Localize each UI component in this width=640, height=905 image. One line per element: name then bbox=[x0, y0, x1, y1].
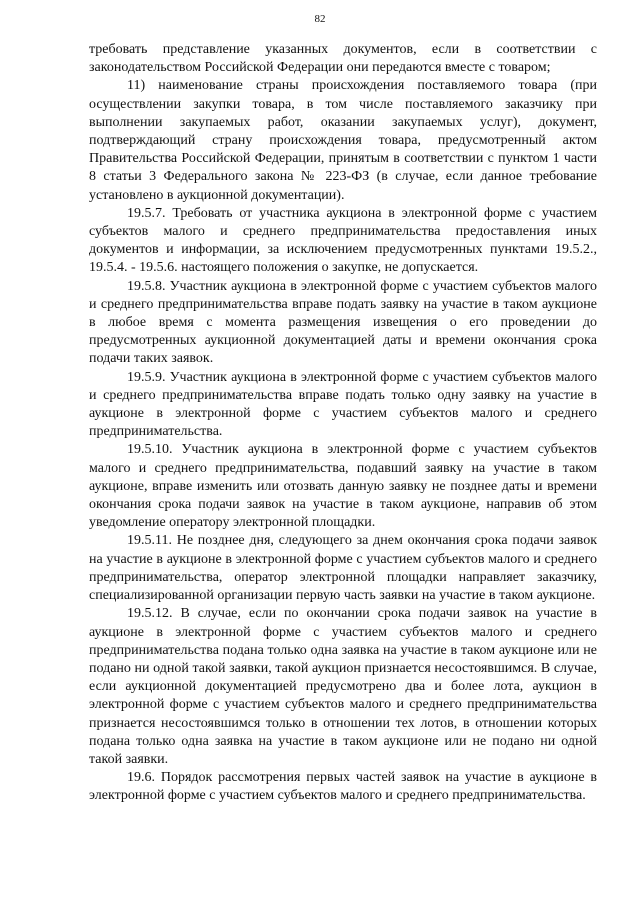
paragraph-19-5-10: 19.5.10. Участник аукциона в электронной форме с участием субъектов малого и среднего предпринимательства, подавший заявку на участие в таком аукционе, вправе изменить или отозвать данную заявку не позднее даты и времени окончания срока подачи заявок на участие в таком аукционе, направив об этом уведомление оператору электронной площадки. bbox=[89, 442, 597, 531]
paragraph-19-5-7: 19.5.7. Требовать от участника аукциона в электронной форме с участием субъектов малого и среднего предпринимательства предоставления иных документов и информации, за исключением предусмотренных пунктами 19.5.2., 19.5.4. - 19.5.6. настоящего положения о закупке, не допускается. bbox=[89, 205, 597, 276]
paragraph-19-5-9: 19.5.9. Участник аукциона в электронной форме с участием субъектов малого и среднего предпринимательства вправе подать только одну заявку на участие в аукционе в электронной форме с участием субъектов малого и среднего предпринимательства. bbox=[89, 369, 597, 440]
paragraph-continuation: требовать представление указанных документов, если в соответствии с законодательством Российской Федерации они передаются вместе с товаром; bbox=[89, 42, 597, 76]
paragraph-19-5-12: 19.5.12. В случае, если по окончании срока подачи заявок на участие в аукционе в электронной форме с участием субъектов малого и среднего предпринимательства подана только одна заявка на участие в таком аукционе или не подано ни одной такой заявки, такой аукцион признается несостоявшимся. В случае, если аукционной документацией предусмотрено два и более лота, аукцион в электронной форме с участием субъектов малого и среднего предпринимательства признается несостоявшимся только в отношении тех лотов, в отношении которых подана только одна заявка на участие в таком аукционе или не подано ни одной такой заявки. bbox=[89, 606, 597, 767]
page-number: 82 bbox=[314, 13, 326, 25]
paragraph-19-5-8: 19.5.8. Участник аукциона в электронной форме с участием субъектов малого и среднего предпринимательства вправе подать заявку на участие в таком аукционе в любое время с момента размещения извещения о его проведении до предусмотренных аукционной документацией даты и времени окончания срока подачи таких заявок. bbox=[89, 278, 597, 367]
document-body bbox=[89, 41, 597, 806]
paragraph-19-6: 19.6. Порядок рассмотрения первых частей заявок на участие в аукционе в электронной форме с участием субъектов малого и среднего предпринимательства. bbox=[89, 770, 597, 804]
paragraph-item-11: 11) наименование страны происхождения поставляемого товара (при осуществлении закупки товара, в том числе поставляемого заказчику при выполнении закупаемых работ, оказании закупаемых услуг), документ, подтверждающий страну происхождения товара, предусмотренный актом Правительства Российской Федерации, принятым в соответствии с пунктом 1 части 8 статьи 3 Федерального закона № 223-ФЗ (в случае, если данное требование установлено в аукционной документации). bbox=[89, 78, 597, 203]
paragraph-19-5-11: 19.5.11. Не позднее дня, следующего за днем окончания срока подачи заявок на участие в аукционе в электронной форме с участием субъектов малого и среднего предпринимательства, оператор электронной площадки направляет заказчику, специализированной организации первую часть заявки на участие в таком аукционе. bbox=[89, 533, 597, 604]
